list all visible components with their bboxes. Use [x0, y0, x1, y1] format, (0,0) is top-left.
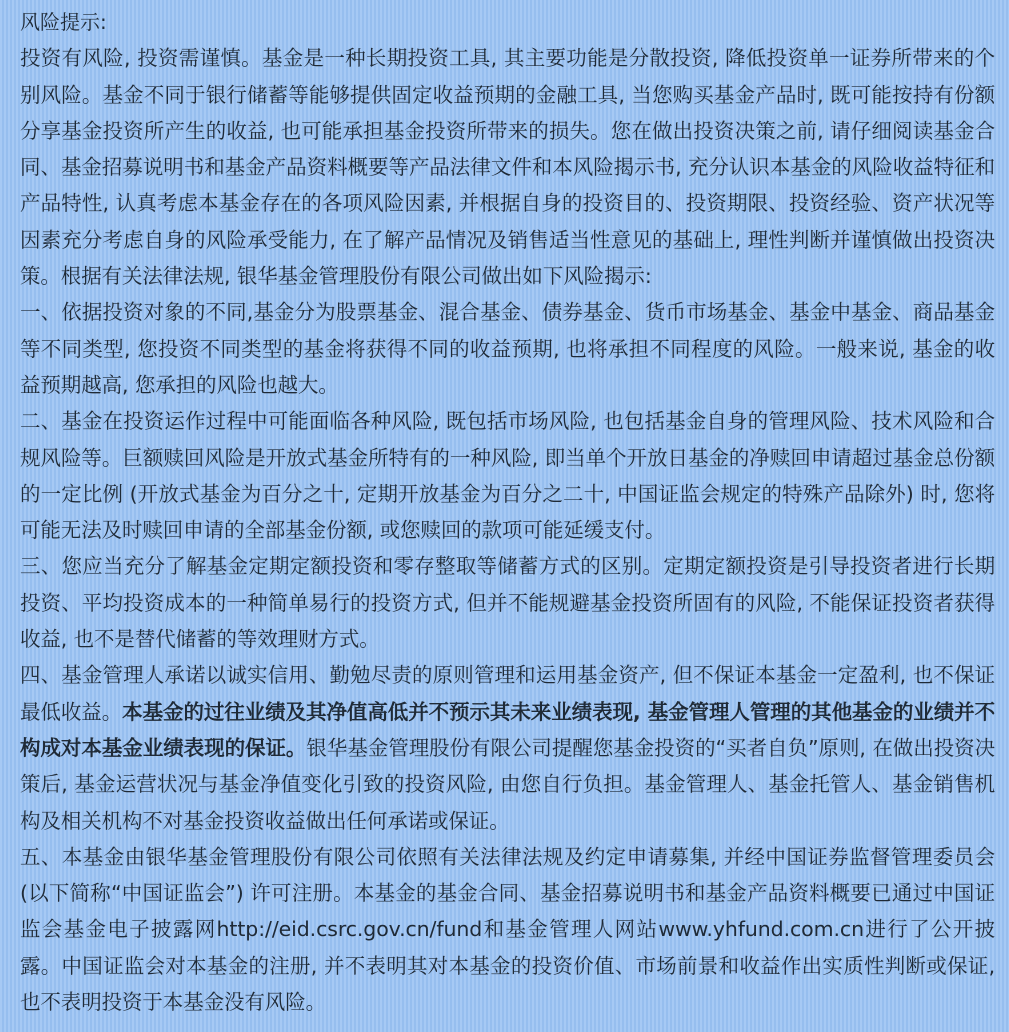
risk-item-5: 五、本基金由银华基金管理股份有限公司依照有关法律法规及约定申请募集, 并经中国证券监督管理委员会 (以下简称“中国证监会”) 许可注册。本基金的基金合同、基金招募说明书和基金产品资料概要已通过中国证监会基金电子披露网http://eid.csrc.gov.cn/fund和基金管理人网站www.yhfund.com.cn进行了公开披露。中国证监会对本基金的注册, 并不表明其对本基金的投资价值、市场前景和收益作出实质性判断或保证, 也不表明投资于本基金没有风险。: [20, 844, 995, 1015]
risk-item-4-text-start: 四、基金管理人承诺以诚实信用、勤勉尽责的原则管理和运用基金资产, 但不保证本基金一定盈利, 也不保证最低收益。: [20, 663, 995, 724]
risk-item-4: [20, 657, 995, 838]
risk-item-3: 三、您应当充分了解基金定期定额投资和零存整取等储蓄方式的区别。定期定额投资是引导投资者进行长期投资、平均投资成本的一种简单易行的投资方式, 但并不能规避基金投资所固有的风险, 不能保证投资者获得收益, 也不是替代储蓄的等效理财方式。: [20, 554, 995, 652]
risk-heading: 风险提示:: [20, 10, 107, 34]
risk-item-2: 二、基金在投资运作过程中可能面临各种风险, 既包括市场风险, 也包括基金自身的管理风险、技术风险和合规风险等。巨额赎回风险是开放式基金所特有的一种风险, 即当单个开放日基金的净赎回申请超过基金总份额的一定比例 (开放式基金为百分之十, 定期开放基金为百分之二十, 中国证监会规定的特殊产品除外) 时, 您将可能无法及时赎回申请的全部基金份额, 或您赎回的款项可能延缓支付。: [20, 409, 995, 543]
risk-item-1: 一、依据投资对象的不同,基金分为股票基金、混合基金、债券基金、货币市场基金、基金中基金、商品基金等不同类型, 您投资不同类型的基金将获得不同的收益预期, 也将承担不同程度的风险。一般来说, 基金的收益预期越高, 您承担的风险也越大。: [20, 300, 995, 397]
intro-paragraph: 投资有风险, 投资需谨慎。基金是一种长期投资工具, 其主要功能是分散投资, 降低投资单一证券所带来的个别风险。基金不同于银行储蓄等能够提供固定收益预期的金融工具, 当您购买基金产品时, 既可能按持有份额分享基金投资所产生的收益, 也可能承担基金投资所带来的损失。您在做出投资决策之前, 请仔细阅读基金合同、基金招募说明书和基金产品资料概要等产品法律文件和本风险揭示书, 充分认识本基金的风险收益特征和产品特性, 认真考虑本基金存在的各项风险因素, 并根据自身的投资目的、投资期限、投资经验、资产状况等因素充分考虑自身的风险承受能力, 在了解产品情况及销售适当性意见的基础上, 理性判断并谨慎做出投资决策。根据有关法律法规, 银华基金管理股份有限公司做出如下风险揭示:: [20, 46, 995, 289]
risk-item-4-bold-warning: 本基金的过往业绩及其净值高低并不预示其未来业绩表现, 基金管理人管理的其他基金的业绩并不构成对本基金业绩表现的保证。: [20, 699, 995, 760]
risk-item-4-text-end: 银华基金管理股份有限公司提醒您基金投资的“买者自负”原则, 在做出投资决策后, 基金运营状况与基金净值变化引致的投资风险, 由您自行负担。基金管理人、基金托管人、基金销售机构及相关机构不对基金投资收益做出任何承诺或保证。: [20, 735, 996, 833]
